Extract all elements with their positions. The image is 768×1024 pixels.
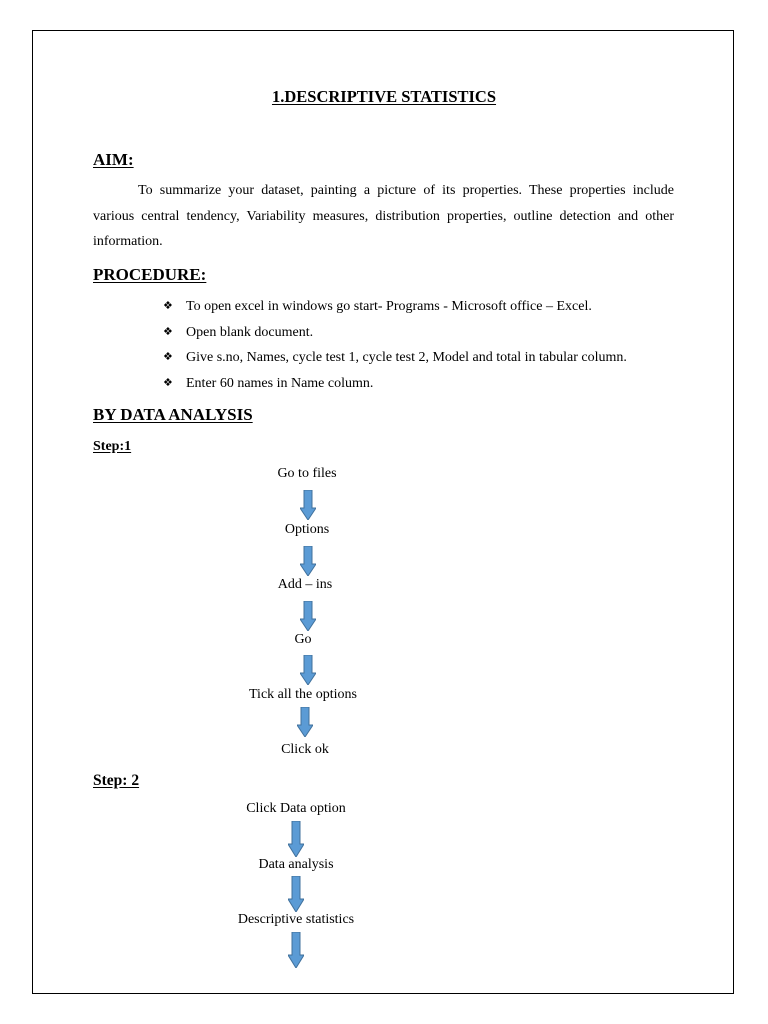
aim-text: To summarize your dataset, painting a picture of its properties. These properties include various central tendency, Variability measures, distribution properties, outline detection and other information. [93,183,674,249]
diamond-bullet-icon: ❖ [163,350,173,363]
step1-label: Step:1 [93,439,132,454]
list-item [163,293,627,319]
procedure-item-text: Enter 60 names in Name column. [186,375,374,391]
down-arrow-icon [300,655,316,685]
flow-step-tick-all-options: Tick all the options [249,687,357,702]
procedure-item-text: Open blank document. [186,324,314,340]
diamond-bullet-icon: ❖ [163,324,173,338]
aim-heading: AIM: [93,150,134,169]
procedure-list [163,293,627,395]
list-item [163,319,627,345]
flow-step-go-to-files: Go to files [277,466,337,481]
procedure-item-text: To open excel in windows go start- Programs - Microsoft office – Excel. [186,299,592,314]
flow-step-go: Go [294,632,312,647]
down-arrow-icon [288,821,304,857]
down-arrow-icon [300,546,316,576]
page-title: 1.DESCRIPTIVE STATISTICS [271,87,497,106]
down-arrow-icon [288,932,304,968]
flow-step-data-analysis: Data analysis [258,857,334,872]
list-item [163,370,627,396]
flow-step-descriptive-statistics: Descriptive statistics [237,912,355,927]
down-arrow-icon [300,490,316,520]
flow-step-click-data-option: Click Data option [246,801,346,816]
page-border [32,30,734,994]
diamond-bullet-icon: ❖ [163,375,173,389]
down-arrow-icon [300,601,316,631]
list-item [163,344,627,370]
step2-label: Step: 2 [93,772,140,789]
flow-step-add-ins: Add – ins [277,577,333,592]
flow-step-click-ok: Click ok [281,742,329,757]
down-arrow-icon [297,707,313,737]
procedure-heading: PROCEDURE: [93,265,207,284]
data-analysis-heading: BY DATA ANALYSIS [93,405,253,424]
down-arrow-icon [288,876,304,912]
diamond-bullet-icon: ❖ [163,299,173,312]
procedure-item-text: Give s.no, Names, cycle test 1, cycle test 2, Model and total in tabular column. [186,350,627,365]
flow-step-options: Options [284,522,330,537]
